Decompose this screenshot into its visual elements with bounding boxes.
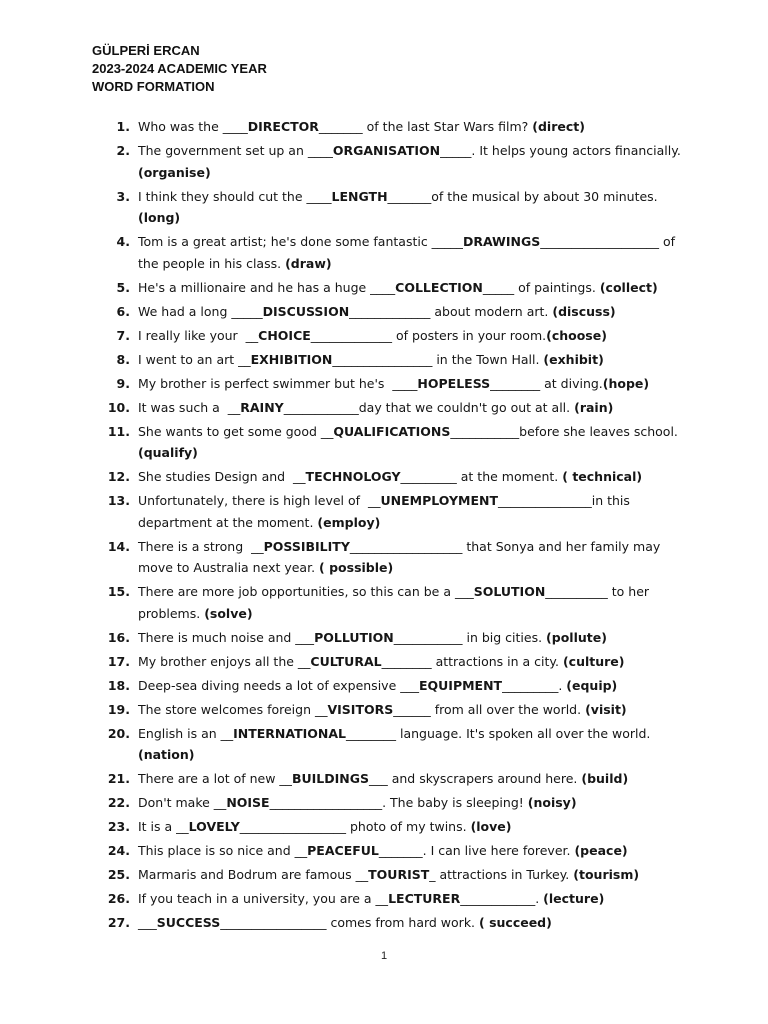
sentence-end: ___________ in big cities. <box>393 629 547 645</box>
sentence-start: There are more job opportunities, so this can be a ___ <box>138 584 474 599</box>
question-sentence <box>138 116 686 138</box>
sentence-end: _______. I can live here forever. <box>378 843 575 858</box>
sentence-end: _______of the musical by about 30 minutes. <box>387 188 662 204</box>
question-item <box>100 397 686 419</box>
question-item <box>100 581 686 624</box>
sentence-start: It is a __ <box>138 819 189 834</box>
question-item <box>100 888 686 910</box>
root-word-hint: (culture) <box>562 653 625 669</box>
answer-word: LOVELY <box>188 819 240 834</box>
answer-word: LECTURER <box>388 891 461 906</box>
sentence-start: Who was the ____ <box>138 119 248 134</box>
root-word-hint: (nation) <box>138 747 195 762</box>
question-item <box>100 840 686 862</box>
academic-year: 2023-2024 ACADEMIC YEAR <box>92 61 267 76</box>
answer-word: EQUIPMENT <box>418 677 503 693</box>
question-number: 5. <box>116 279 130 295</box>
question-sentence <box>138 792 686 814</box>
question-sentence <box>138 140 686 183</box>
question-number: 1. <box>116 119 130 134</box>
sentence-end: _________. <box>502 677 567 693</box>
root-word-hint: (direct) <box>532 119 585 134</box>
question-item <box>100 723 686 766</box>
sentence-start: The government set up an ____ <box>138 143 333 158</box>
sentence-end: ____________. <box>460 891 544 906</box>
question-sentence <box>138 699 686 721</box>
question-item <box>100 792 686 814</box>
question-number: 18. <box>107 677 130 693</box>
question-sentence <box>138 816 686 838</box>
question-sentence <box>138 421 686 464</box>
sentence-start: My brother enjoys all the __ <box>138 653 311 669</box>
sentence-end: ___________before she leaves school. <box>450 423 682 439</box>
root-word-hint: ( succeed) <box>479 915 552 930</box>
question-item <box>100 349 686 371</box>
answer-word: POLLUTION <box>314 629 394 645</box>
answer-word: HOPELESS <box>417 375 491 391</box>
question-list <box>100 116 686 936</box>
sentence-end: _________ at the moment. <box>400 469 563 484</box>
question-item <box>100 675 686 697</box>
question-item <box>100 816 686 838</box>
question-number: 20. <box>107 725 130 741</box>
question-number: 26. <box>107 891 130 906</box>
sentence-end: __________ to her problems. <box>138 584 654 621</box>
question-sentence <box>138 536 686 579</box>
root-word-hint: (hope) <box>602 375 650 391</box>
question-sentence <box>138 325 686 347</box>
sentence-start: My brother is perfect swimmer but he's ____ <box>138 375 418 391</box>
question-item <box>100 301 686 323</box>
question-number: 2. <box>116 143 130 158</box>
answer-word: LENGTH <box>331 188 388 204</box>
question-number: 12. <box>107 469 130 484</box>
question-item <box>100 140 686 183</box>
question-sentence <box>138 231 686 274</box>
question-item <box>100 768 686 790</box>
root-word-hint: (peace) <box>574 843 628 858</box>
question-number: 9. <box>116 375 130 391</box>
sentence-end: ____________day that we couldn't go out at all. <box>283 399 575 415</box>
question-item <box>100 651 686 673</box>
root-word-hint: (love) <box>470 819 512 834</box>
root-word-hint: (collect) <box>599 279 658 295</box>
worksheet-title: WORD FORMATION <box>92 79 215 94</box>
root-word-hint: (equip) <box>566 677 618 693</box>
question-number: 4. <box>116 234 130 249</box>
question-number: 6. <box>116 303 130 319</box>
sentence-start: Tom is a great artist; he's done some fantastic _____ <box>138 234 463 249</box>
answer-word: SUCCESS <box>156 915 221 930</box>
root-word-hint: (exhibit) <box>543 351 604 367</box>
sentence-end: ________ attractions in a city. <box>381 653 563 669</box>
sentence-start: The store welcomes foreign __ <box>138 701 328 717</box>
root-word-hint: (organise) <box>138 164 211 180</box>
sentence-start: This place is so nice and __ <box>138 843 308 858</box>
sentence-start: Marmaris and Bodrum are famous __ <box>138 867 369 882</box>
sentence-end: ________ language. It's spoken all over the world. <box>346 725 655 741</box>
question-sentence <box>138 277 686 299</box>
sentence-start: If you teach in a university, you are a __ <box>138 891 389 906</box>
question-item <box>100 627 686 649</box>
root-word-hint: (visit) <box>585 701 627 717</box>
sentence-end: _________________ photo of my twins. <box>239 819 471 834</box>
question-sentence <box>138 627 686 649</box>
root-word-hint: (lecture) <box>543 891 605 906</box>
question-sentence <box>138 912 686 934</box>
question-sentence <box>138 349 686 371</box>
sentence-start: There is a strong __ <box>138 538 264 554</box>
sentence-start: We had a long _____ <box>138 303 263 319</box>
question-sentence <box>138 373 686 395</box>
root-word-hint: (build) <box>581 771 629 786</box>
answer-word: DRAWINGS <box>462 234 541 249</box>
answer-word: DIRECTOR <box>247 119 319 134</box>
answer-word: INTERNATIONAL <box>233 725 346 741</box>
question-sentence <box>138 651 686 673</box>
root-word-hint: (qualify) <box>138 445 198 460</box>
question-item <box>100 186 686 229</box>
question-item <box>100 277 686 299</box>
answer-word: UNEMPLOYMENT <box>380 493 498 508</box>
root-word-hint: (pollute) <box>546 629 607 645</box>
sentence-end: _______ of the last Star Wars film? <box>318 119 533 134</box>
question-number: 16. <box>107 629 130 645</box>
answer-word: BUILDINGS <box>291 771 369 786</box>
question-sentence <box>138 675 686 697</box>
root-word-hint: (solve) <box>204 605 253 621</box>
question-item <box>100 421 686 464</box>
question-sentence <box>138 466 686 488</box>
question-number: 8. <box>116 351 130 367</box>
sentence-start: It was such a __ <box>138 399 241 415</box>
question-sentence <box>138 888 686 910</box>
answer-word: PEACEFUL <box>307 843 379 858</box>
root-word-hint: (choose) <box>546 327 607 343</box>
sentence-end: ______ from all over the world. <box>393 701 586 717</box>
page-number: 1 <box>380 950 388 962</box>
answer-word: VISITORS <box>327 701 394 717</box>
answer-word: CULTURAL <box>310 653 382 669</box>
sentence-start: I think they should cut the ____ <box>138 188 332 204</box>
answer-word: NOISE <box>226 795 270 810</box>
question-number: 13. <box>107 493 130 508</box>
sentence-start: Deep-sea diving needs a lot of expensive ___ <box>138 677 419 693</box>
question-number: 11. <box>107 423 130 439</box>
question-number: 25. <box>107 867 130 882</box>
sentence-start: There is much noise and ___ <box>138 629 315 645</box>
sentence-start: She wants to get some good __ <box>138 423 334 439</box>
question-number: 10. <box>107 399 130 415</box>
sentence-start: I went to an art __ <box>138 351 251 367</box>
answer-word: TECHNOLOGY <box>305 469 401 484</box>
question-sentence <box>138 490 686 533</box>
sentence-start: She studies Design and __ <box>138 469 306 484</box>
answer-word: EXHIBITION <box>250 351 333 367</box>
answer-word: RAINY <box>240 399 284 415</box>
question-item <box>100 912 686 934</box>
answer-word: TOURIST <box>368 867 430 882</box>
answer-word: DISCUSSION <box>262 303 350 319</box>
root-word-hint: (tourism) <box>573 867 640 882</box>
root-word-hint: ( technical) <box>562 469 643 484</box>
root-word-hint: ( possible) <box>319 560 394 575</box>
answer-word: COLLECTION <box>395 279 483 295</box>
question-number: 24. <box>107 843 130 858</box>
root-word-hint: (noisy) <box>527 795 577 810</box>
question-item <box>100 116 686 138</box>
question-sentence <box>138 581 686 624</box>
question-number: 17. <box>107 653 130 669</box>
sentence-end: _______________in this department at the moment. <box>138 493 634 530</box>
sentence-end: __________________ that Sonya and her family may move to Australia next year. <box>138 538 665 575</box>
sentence-start: Don't make __ <box>138 795 227 810</box>
sentence-end: ___________________ of the people in his class. <box>138 234 679 271</box>
question-sentence <box>138 397 686 419</box>
question-item <box>100 864 686 886</box>
sentence-end: _____________ about modern art. <box>349 303 553 319</box>
sentence-end: _____. It helps young actors financially. <box>440 143 685 158</box>
sentence-start: I really like your __ <box>138 327 259 343</box>
answer-word: QUALIFICATIONS <box>333 423 451 439</box>
sentence-end: ________________ in the Town Hall. <box>332 351 544 367</box>
question-sentence <box>138 864 686 886</box>
worksheet-header <box>92 42 267 96</box>
question-number: 15. <box>107 584 130 599</box>
root-word-hint: (draw) <box>285 255 332 271</box>
question-number: 23. <box>107 819 130 834</box>
sentence-end: _________________ comes from hard work. <box>220 915 479 930</box>
root-word-hint: (employ) <box>317 514 381 530</box>
question-number: 22. <box>107 795 130 810</box>
question-number: 7. <box>116 327 130 343</box>
sentence-end: _____ of paintings. <box>482 279 600 295</box>
question-number: 21. <box>107 771 130 786</box>
question-item <box>100 699 686 721</box>
question-item <box>100 373 686 395</box>
question-number: 27. <box>107 915 130 930</box>
sentence-start: He's a millionaire and he has a huge ____ <box>138 279 396 295</box>
question-sentence <box>138 768 686 790</box>
root-word-hint: (discuss) <box>552 303 616 319</box>
sentence-end: ________ at diving. <box>490 375 603 391</box>
question-sentence <box>138 186 686 229</box>
root-word-hint: (rain) <box>574 399 614 415</box>
teacher-name: GÜLPERİ ERCAN <box>92 43 200 58</box>
sentence-end: _____________ of posters in your room. <box>310 327 547 343</box>
answer-word: SOLUTION <box>473 584 546 599</box>
sentence-start: There are a lot of new __ <box>138 771 292 786</box>
question-number: 3. <box>116 188 130 204</box>
answer-word: ORGANISATION <box>332 143 441 158</box>
question-item <box>100 536 686 579</box>
answer-word: CHOICE <box>258 327 311 343</box>
sentence-start: Unfortunately, there is high level of __ <box>138 493 381 508</box>
question-sentence <box>138 840 686 862</box>
sentence-start: English is an __ <box>138 725 234 741</box>
question-number: 19. <box>107 701 130 717</box>
question-item <box>100 325 686 347</box>
question-item <box>100 490 686 533</box>
question-number: 14. <box>107 538 130 554</box>
answer-word: POSSIBILITY <box>263 538 350 554</box>
sentence-end: ___ and skyscrapers around here. <box>368 771 582 786</box>
question-item <box>100 231 686 274</box>
question-sentence <box>138 723 686 766</box>
question-sentence <box>138 301 686 323</box>
question-item <box>100 466 686 488</box>
sentence-end: _ attractions in Turkey. <box>429 867 574 882</box>
root-word-hint: (long) <box>138 210 181 225</box>
sentence-end: __________________. The baby is sleeping! <box>269 795 528 810</box>
sentence-start: ___ <box>138 915 157 930</box>
